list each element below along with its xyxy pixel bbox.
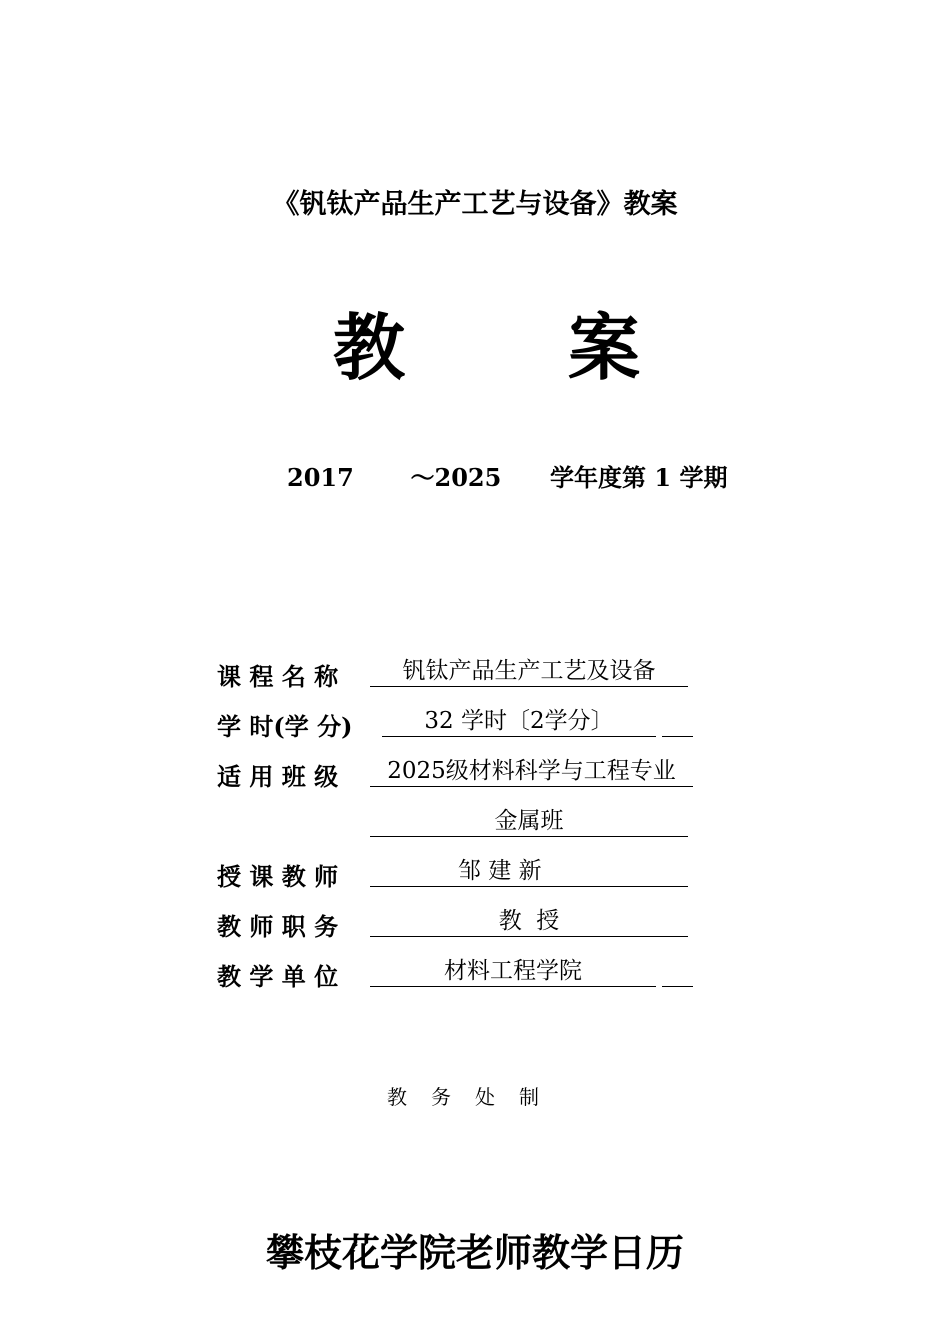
class-value: 2025级材料科学与工程专业 <box>370 756 693 787</box>
teacher-label: 授 课 教 师 <box>217 862 339 891</box>
calendar-title: 攀枝花学院老师教学日历 <box>265 1231 684 1275</box>
class-value-line2: 金属班 <box>370 806 688 837</box>
unit-underline-tail <box>662 956 693 987</box>
document-header-title: 《钒钛产品生产工艺与设备》教案 <box>272 189 678 220</box>
teacher-title-value: 教 授 <box>370 906 688 937</box>
term-suffix: 学年度第 1 学期 <box>550 463 728 492</box>
term-start-year: 2017 <box>287 463 354 492</box>
main-title-char-1: 教 <box>333 305 406 390</box>
class-label: 适 用 班 级 <box>217 762 339 791</box>
academic-term <box>287 458 727 493</box>
main-title-char-2: 案 <box>568 305 641 390</box>
hours-underline-tail <box>662 706 693 737</box>
teacher-title-label: 教 师 职 务 <box>217 912 339 941</box>
hours-value: 32 学时〔2学分〕 <box>382 706 656 737</box>
teaching-unit-value: 材料工程学院 <box>370 956 656 987</box>
hours-label: 学 时(学 分) <box>217 712 353 741</box>
course-name-label: 课 程 名 称 <box>217 662 339 691</box>
course-name-value: 钒钛产品生产工艺及设备 <box>370 656 688 687</box>
teaching-unit-label: 教 学 单 位 <box>217 962 339 991</box>
term-end-year: ～2025 <box>410 463 502 492</box>
issuer-note: 教务处制 <box>387 1085 563 1109</box>
teacher-value: 邹 建 新 <box>370 856 688 887</box>
